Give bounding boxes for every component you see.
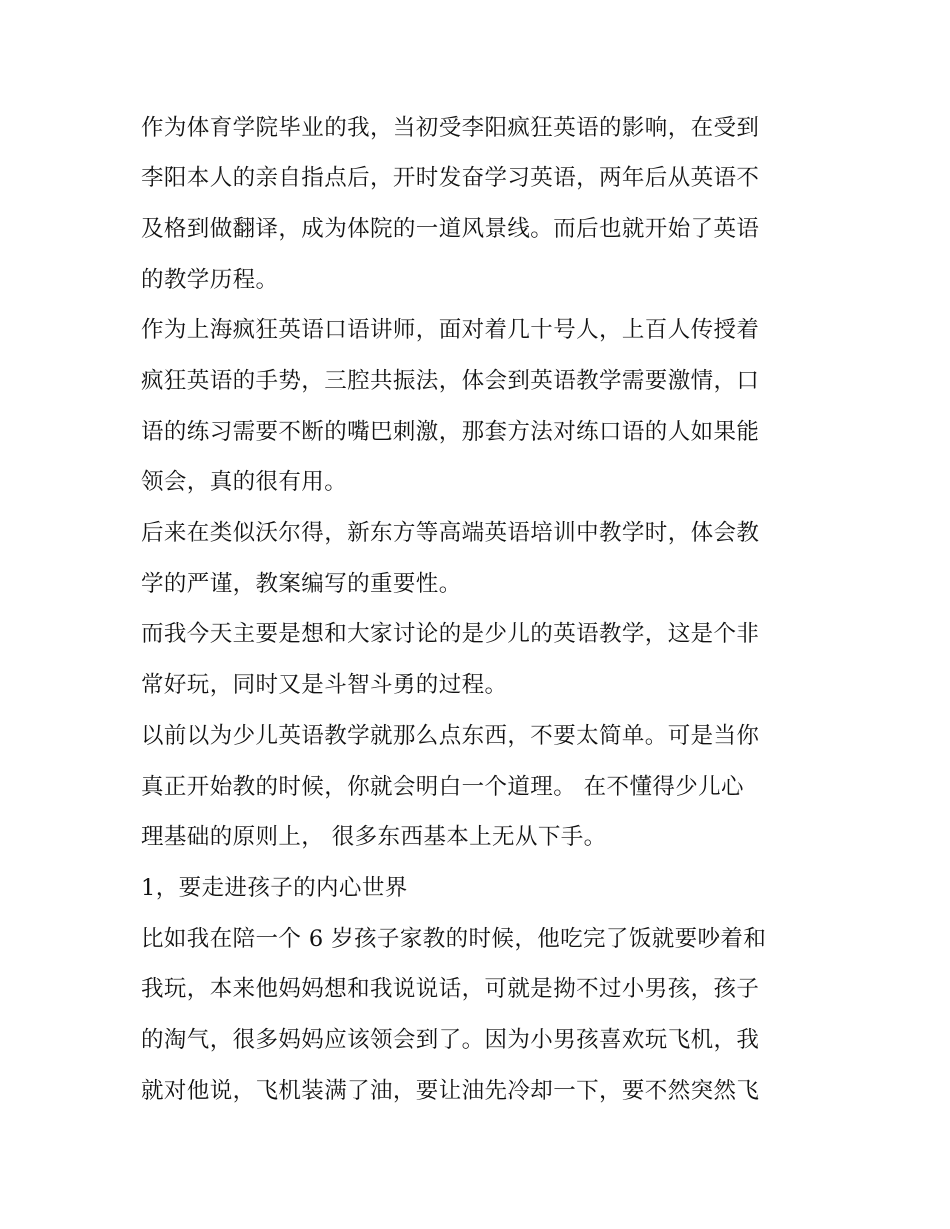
text-line: 理基础的原则上， 很多东西基本上无从下手。 — [141, 824, 607, 850]
text-line: 作为上海疯狂英语口语讲师，面对着几十号人，上百人传授着 — [141, 317, 760, 343]
text-line: 的教学历程。 — [141, 267, 279, 293]
text-line: 的淘气，很多妈妈应该领会到了。因为小男孩喜欢玩飞机，我 — [141, 1027, 760, 1053]
text-line: 后来在类似沃尔得，新东方等高端英语培训中教学时，体会教 — [141, 520, 760, 546]
text-line: 领会，真的很有用。 — [141, 469, 348, 495]
section-heading: 1，要走进孩子的内心世界 — [141, 875, 408, 901]
text-line: 常好玩，同时又是斗智斗勇的过程。 — [141, 672, 508, 698]
text-line: 学的严谨，教案编写的重要性。 — [141, 571, 462, 597]
text-line: 我玩，本来他妈妈想和我说说话，可就是拗不过小男孩，孩子 — [141, 976, 760, 1002]
text-line: 李阳本人的亲自指点后，开时发奋学习英语，两年后从英语不 — [141, 165, 760, 191]
text-line: 就对他说，飞机装满了油，要让油先冷却一下，要不然突然飞 — [141, 1078, 760, 1104]
text-line: 及格到做翻译，成为体院的一道风景线。而后也就开始了英语 — [141, 216, 760, 242]
text-line: 比如我在陪一个 6 岁孩子家教的时候，他吃完了饭就要吵着和 — [141, 926, 767, 952]
text-line: 疯狂英语的手势，三腔共振法，体会到英语教学需要激情，口 — [141, 368, 760, 394]
text-line: 作为体育学院毕业的我，当初受李阳疯狂英语的影响，在受到 — [141, 115, 760, 141]
text-line: 真正开始教的时候，你就会明白一个道理。 在不懂得少儿心 — [141, 774, 744, 800]
text-line: 语的练习需要不断的嘴巴刺激，那套方法对练口语的人如果能 — [141, 419, 760, 445]
text-line: 以前以为少儿英语教学就那么点东西，不要太简单。可是当你 — [141, 723, 760, 749]
text-line: 而我今天主要是想和大家讨论的是少儿的英语教学，这是个非 — [141, 621, 760, 647]
